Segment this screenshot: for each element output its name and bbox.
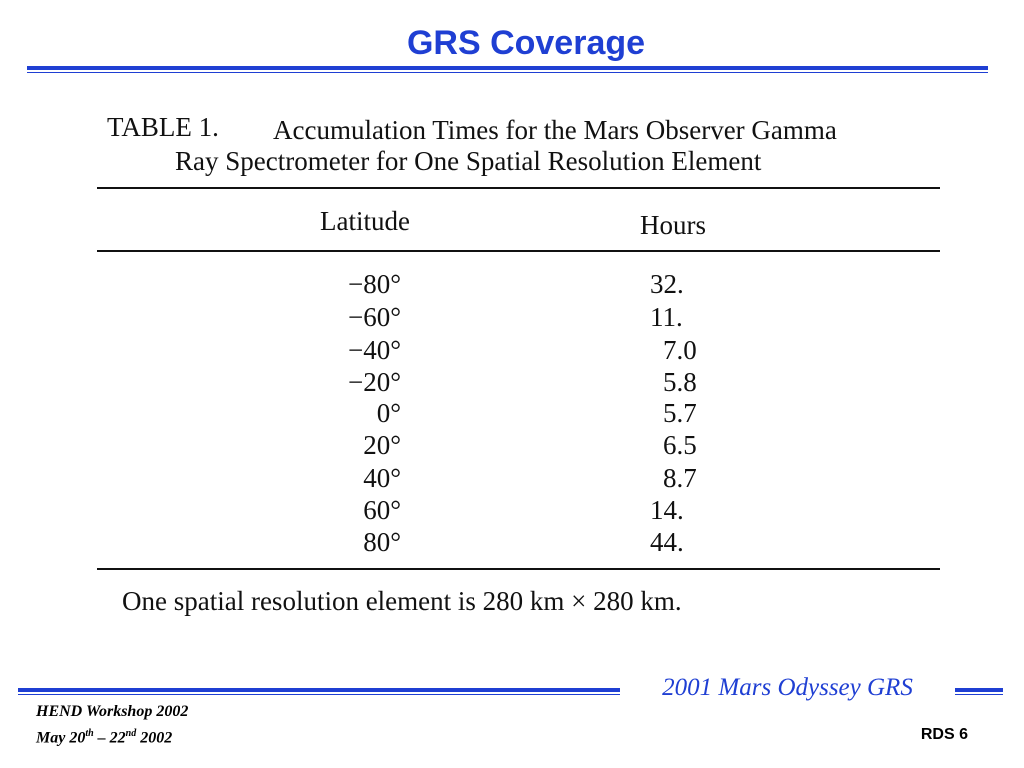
hours-cell: 32. (650, 269, 684, 299)
slide-title: GRS Coverage (406, 24, 646, 62)
hours-cell: 11. (650, 302, 683, 332)
hours-cell: 14. (650, 495, 684, 525)
footer-event-info (36, 701, 188, 749)
table-caption-line1: Accumulation Times for the Mars Observer Gamma (273, 115, 837, 145)
title-divider-thin (27, 72, 988, 73)
footer-brand: 2001 Mars Odyssey GRS (662, 674, 913, 701)
hours-cell: 7.0 (663, 335, 697, 365)
footer-divider-right-thin (955, 694, 1003, 695)
footer-event-dates: May 20th – 22nd 2002 (36, 728, 173, 747)
column-header-latitude: Latitude (320, 206, 410, 236)
footer-divider-right (955, 688, 1003, 692)
latitude-cell: 40° (363, 463, 401, 493)
latitude-cell: 0° (376, 398, 401, 428)
latitude-cell: 80° (363, 527, 401, 557)
hours-cell: 8.7 (663, 463, 697, 493)
hours-cell: 44. (650, 527, 684, 557)
page-id: RDS 6 (920, 726, 968, 743)
latitude-cell: 60° (363, 495, 401, 525)
latitude-cell: 20° (363, 430, 401, 460)
hours-cell: 6.5 (663, 430, 697, 460)
column-header-hours: Hours (640, 210, 706, 240)
table-top-rule (97, 187, 940, 189)
footer-divider-left-thin (18, 694, 620, 695)
title-divider (27, 66, 988, 70)
latitude-cell: −20° (347, 367, 401, 397)
latitude-cell: −60° (347, 302, 401, 332)
footer-event-name: HEND Workshop 2002 (36, 703, 189, 720)
hours-cell: 5.8 (663, 367, 697, 397)
latitude-cell: −40° (347, 335, 401, 365)
table-caption-line2: Ray Spectrometer for One Spatial Resolution Element (175, 146, 762, 176)
hours-cell: 5.7 (663, 398, 697, 428)
footer-divider-left (18, 688, 620, 692)
table-header-rule (97, 250, 940, 252)
latitude-cell: −80° (347, 269, 401, 299)
table-label: TABLE 1. (107, 112, 219, 142)
table-footnote: One spatial resolution element is 280 km × 280 km. (122, 586, 682, 616)
table-bottom-rule (97, 568, 940, 570)
